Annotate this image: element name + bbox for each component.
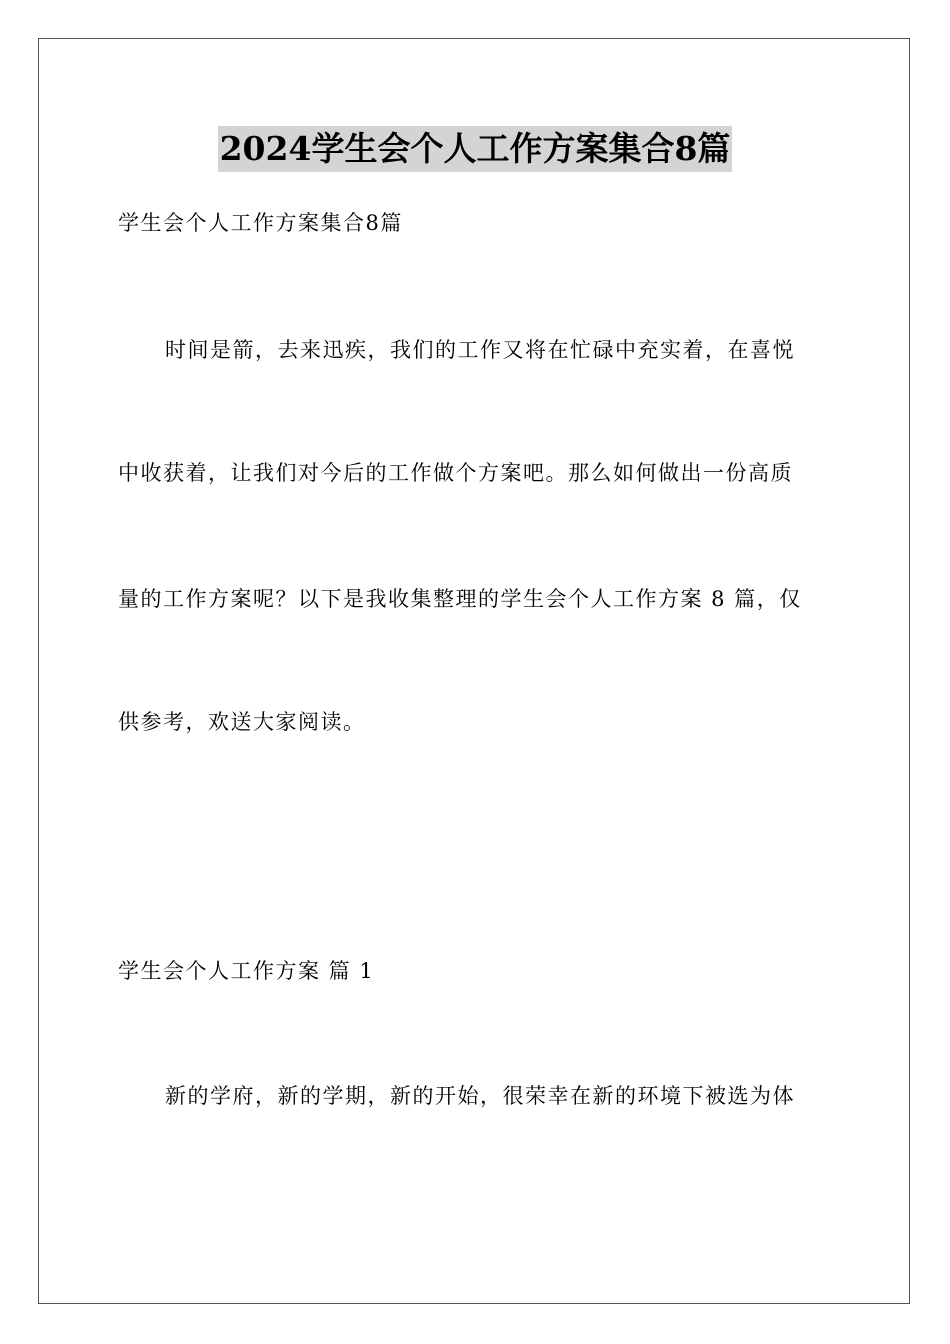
intro-line-2: 中收获着，让我们对今后的工作做个方案吧。那么如何做出一份高质 xyxy=(118,461,793,485)
intro-line-4: 供参考，欢送大家阅读。 xyxy=(118,710,366,734)
document-subtitle: 学生会个人工作方案集合8篇 xyxy=(118,211,403,235)
intro-line-3: 量的工作方案呢？以下是我收集整理的学生会个人工作方案 8 篇，仅 xyxy=(118,587,802,611)
section-line-1: 新的学府，新的学期，新的开始，很荣幸在新的环境下被选为体 xyxy=(165,1084,795,1108)
section-heading: 学生会个人工作方案 篇 1 xyxy=(118,959,375,983)
intro-line-1: 时间是箭，去来迅疾，我们的工作又将在忙碌中充实着，在喜悦 xyxy=(165,338,795,362)
document-title: 2024学生会个人工作方案集合8篇 xyxy=(218,126,733,172)
title-container xyxy=(0,126,950,172)
